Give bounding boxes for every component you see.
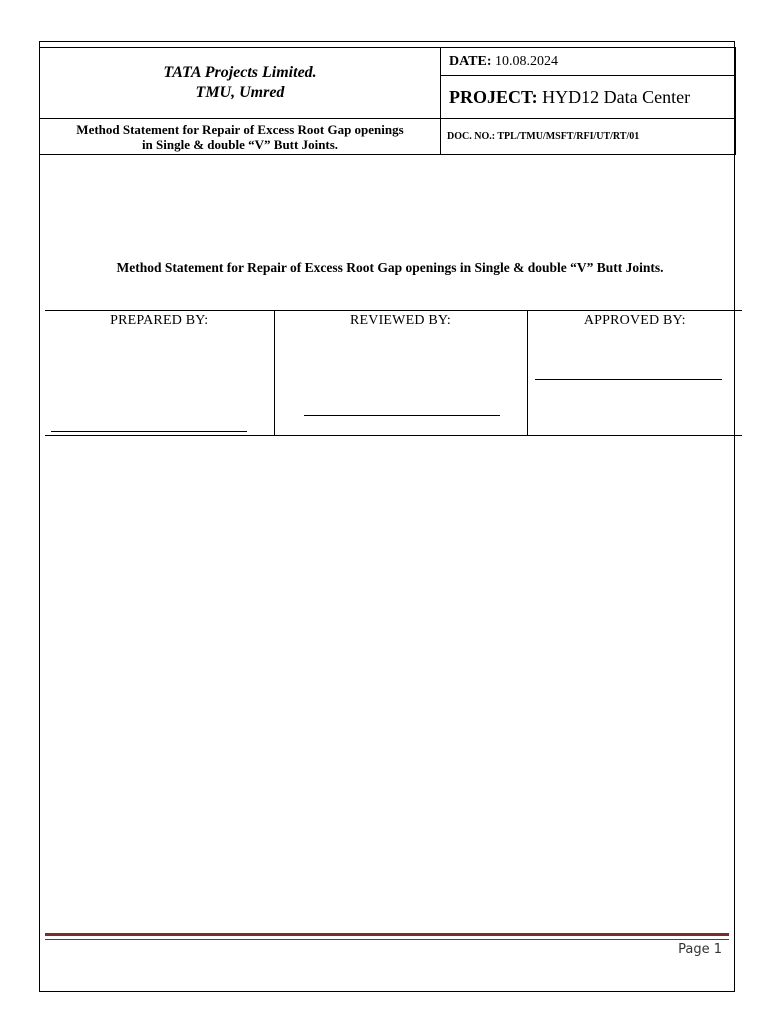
project-value: HYD12 Data Center	[542, 86, 691, 107]
prepared-by-signature-line	[51, 431, 247, 432]
signature-table	[45, 310, 742, 436]
reviewed-by-signature-line	[304, 415, 500, 416]
company-name: TATA Projects Limited.	[163, 64, 317, 81]
prepared-by-label: PREPARED BY:	[110, 313, 209, 328]
approved-by-label: APPROVED BY:	[583, 313, 686, 328]
header-title-line1: Method Statement for Repair of Excess Root Gap openings	[76, 121, 404, 137]
page-number: Page 1	[678, 942, 722, 957]
header-title-line2: in Single & double “V” Butt Joints.	[141, 136, 339, 152]
reviewed-by-cell	[274, 311, 527, 436]
document-title: Method Statement for Repair of Excess Root Gap openings in Single & double “V” Butt Joints.	[116, 260, 664, 275]
prepared-by-cell	[45, 311, 274, 436]
approved-by-signature-line	[535, 379, 722, 380]
date-value: 10.08.2024	[495, 53, 559, 69]
reviewed-by-label: REVIEWED BY:	[349, 313, 452, 328]
date-cell	[441, 48, 736, 76]
footer-rule-thick	[45, 933, 729, 936]
header-table	[39, 47, 736, 155]
header-title-cell	[40, 119, 441, 155]
company-location: TMU, Umred	[195, 84, 285, 101]
footer-rule-thin	[45, 939, 729, 940]
project-cell	[441, 76, 736, 119]
approved-by-cell	[527, 311, 742, 436]
date-label: DATE:	[449, 53, 492, 69]
company-cell	[40, 48, 441, 119]
project-label: PROJECT:	[449, 86, 538, 107]
doc-number: DOC. NO.: TPL/TMU/MSFT/RFI/UT/RT/01	[441, 119, 736, 155]
page-frame	[39, 41, 735, 992]
